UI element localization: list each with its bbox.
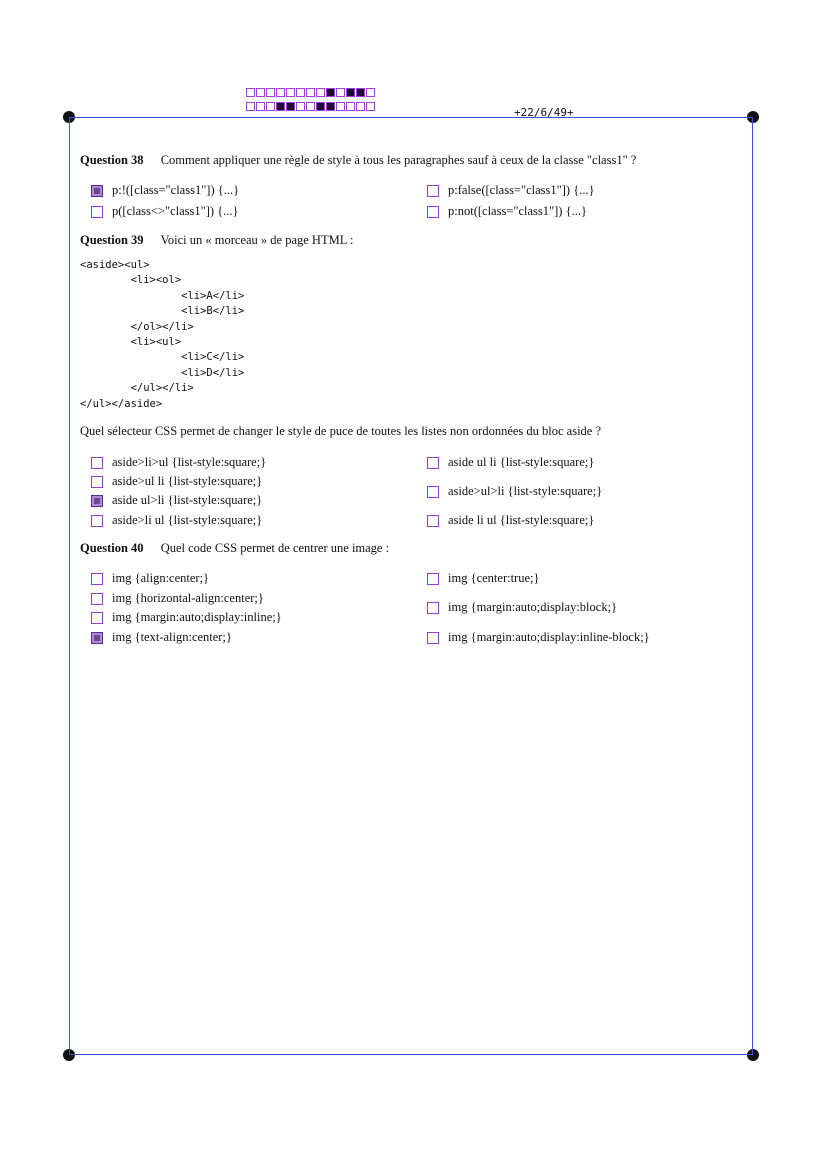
answer-label: p:!([class="class1"]) {...}: [112, 183, 240, 197]
answer-option[interactable]: [427, 571, 539, 586]
barcode-cell: [266, 102, 275, 111]
checkbox[interactable]: [91, 573, 103, 585]
barcode-cell: [306, 88, 315, 97]
question-38-heading: [80, 153, 636, 168]
barcode-cell: [346, 102, 355, 111]
barcode-cell: [296, 88, 305, 97]
answer-label: img {margin:auto;display:inline;}: [112, 610, 282, 624]
checkbox[interactable]: [427, 206, 439, 218]
barcode-cell: [276, 102, 285, 111]
answer-label: aside>ul li {list-style:square;}: [112, 474, 263, 488]
answer-label: aside ul>li {list-style:square;}: [112, 493, 263, 507]
answer-label: img {center:true;}: [448, 571, 540, 585]
checkbox[interactable]: [91, 495, 103, 507]
checkbox[interactable]: [91, 515, 103, 527]
answer-label: img {align:center;}: [112, 571, 210, 585]
barcode-cell: [266, 88, 275, 97]
barcode-cell: [356, 88, 365, 97]
question-40-heading: [80, 541, 389, 556]
question-text: Voici un « morceau » de page HTML :: [160, 233, 354, 247]
barcode-cell: [366, 102, 375, 111]
checkbox[interactable]: [427, 573, 439, 585]
barcode-cell: [326, 102, 335, 111]
answer-label: img {horizontal-align:center;}: [112, 591, 264, 605]
checkbox[interactable]: [91, 593, 103, 605]
barcode-cell: [296, 102, 305, 111]
barcode-cell: [276, 88, 285, 97]
question-number: Question 40: [80, 541, 144, 555]
barcode-row-2: [246, 102, 376, 111]
checkbox[interactable]: [427, 486, 439, 498]
barcode-cell: [366, 88, 375, 97]
question-text: Comment appliquer une règle de style à tous les paragraphes sauf à ceux de la classe "class1" ?: [160, 153, 637, 167]
checkbox[interactable]: [427, 632, 439, 644]
answer-option[interactable]: [427, 455, 594, 470]
checkbox[interactable]: [91, 632, 103, 644]
barcode-cell: [316, 88, 325, 97]
answer-option[interactable]: [91, 455, 266, 470]
checkbox[interactable]: [91, 476, 103, 488]
answer-option[interactable]: [427, 630, 650, 645]
answer-option[interactable]: [91, 474, 262, 489]
page-id: +22/6/49+: [514, 106, 574, 119]
answer-option[interactable]: [427, 183, 595, 198]
answer-option[interactable]: [91, 204, 239, 219]
barcode-cell: [336, 102, 345, 111]
question-text: Quel code CSS permet de centrer une image :: [160, 541, 390, 555]
checkbox[interactable]: [91, 612, 103, 624]
checkbox[interactable]: [427, 457, 439, 469]
answer-option[interactable]: [91, 513, 262, 528]
checkbox[interactable]: [427, 602, 439, 614]
answer-label: aside>li ul {list-style:square;}: [112, 513, 263, 527]
answer-label: p:false([class="class1"]) {...}: [448, 183, 595, 197]
answer-option[interactable]: [427, 484, 602, 499]
barcode-cell: [306, 102, 315, 111]
answer-option[interactable]: [427, 204, 587, 219]
answer-option[interactable]: [91, 610, 282, 625]
barcode-cell: [286, 102, 295, 111]
barcode-cell: [336, 88, 345, 97]
answer-option[interactable]: [91, 183, 239, 198]
answer-label: aside>li>ul {list-style:square;}: [112, 455, 267, 469]
barcode-cell: [256, 88, 265, 97]
answer-option[interactable]: [91, 571, 209, 586]
answer-label: p:not([class="class1"]) {...}: [448, 204, 587, 218]
barcode-cell: [246, 102, 255, 111]
question-number: Question 39: [80, 233, 144, 247]
checkbox[interactable]: [427, 515, 439, 527]
checkbox[interactable]: [427, 185, 439, 197]
answer-option[interactable]: [91, 630, 232, 645]
answer-label: img {text-align:center;}: [112, 630, 232, 644]
question-number: Question 38: [80, 153, 144, 167]
barcode-cell: [346, 88, 355, 97]
question-39-heading: [80, 233, 353, 248]
barcode-cell: [356, 102, 365, 111]
html-code-snippet: <aside><ul> <li><ol> <li>A</li> <li>B</li> </ol></li> <li><ul> <li>C</li> <li>D</li> </ul></li> </ul></aside>: [80, 259, 245, 410]
answer-label: aside>ul>li {list-style:square;}: [448, 484, 603, 498]
answer-label: img {margin:auto;display:block;}: [448, 600, 618, 614]
question-39-prompt: Quel sélecteur CSS permet de changer le style de puce de toutes les listes non ordonnées du bloc aside ?: [80, 424, 602, 438]
checkbox[interactable]: [91, 206, 103, 218]
answer-option[interactable]: [427, 600, 617, 615]
answer-label: aside li ul {list-style:square;}: [448, 513, 595, 527]
barcode-cell: [286, 88, 295, 97]
answer-option[interactable]: [427, 513, 594, 528]
barcode-cell: [246, 88, 255, 97]
answer-label: p([class<>"class1"]) {...}: [112, 204, 239, 218]
barcode-cell: [256, 102, 265, 111]
answer-label: aside ul li {list-style:square;}: [448, 455, 595, 469]
answer-option[interactable]: [91, 493, 262, 508]
checkbox[interactable]: [91, 457, 103, 469]
answer-label: img {margin:auto;display:inline-block;}: [448, 630, 650, 644]
barcode-cell: [326, 88, 335, 97]
barcode-cell: [316, 102, 325, 111]
barcode-row-1: [246, 88, 376, 97]
answer-option[interactable]: [91, 591, 264, 606]
checkbox[interactable]: [91, 185, 103, 197]
